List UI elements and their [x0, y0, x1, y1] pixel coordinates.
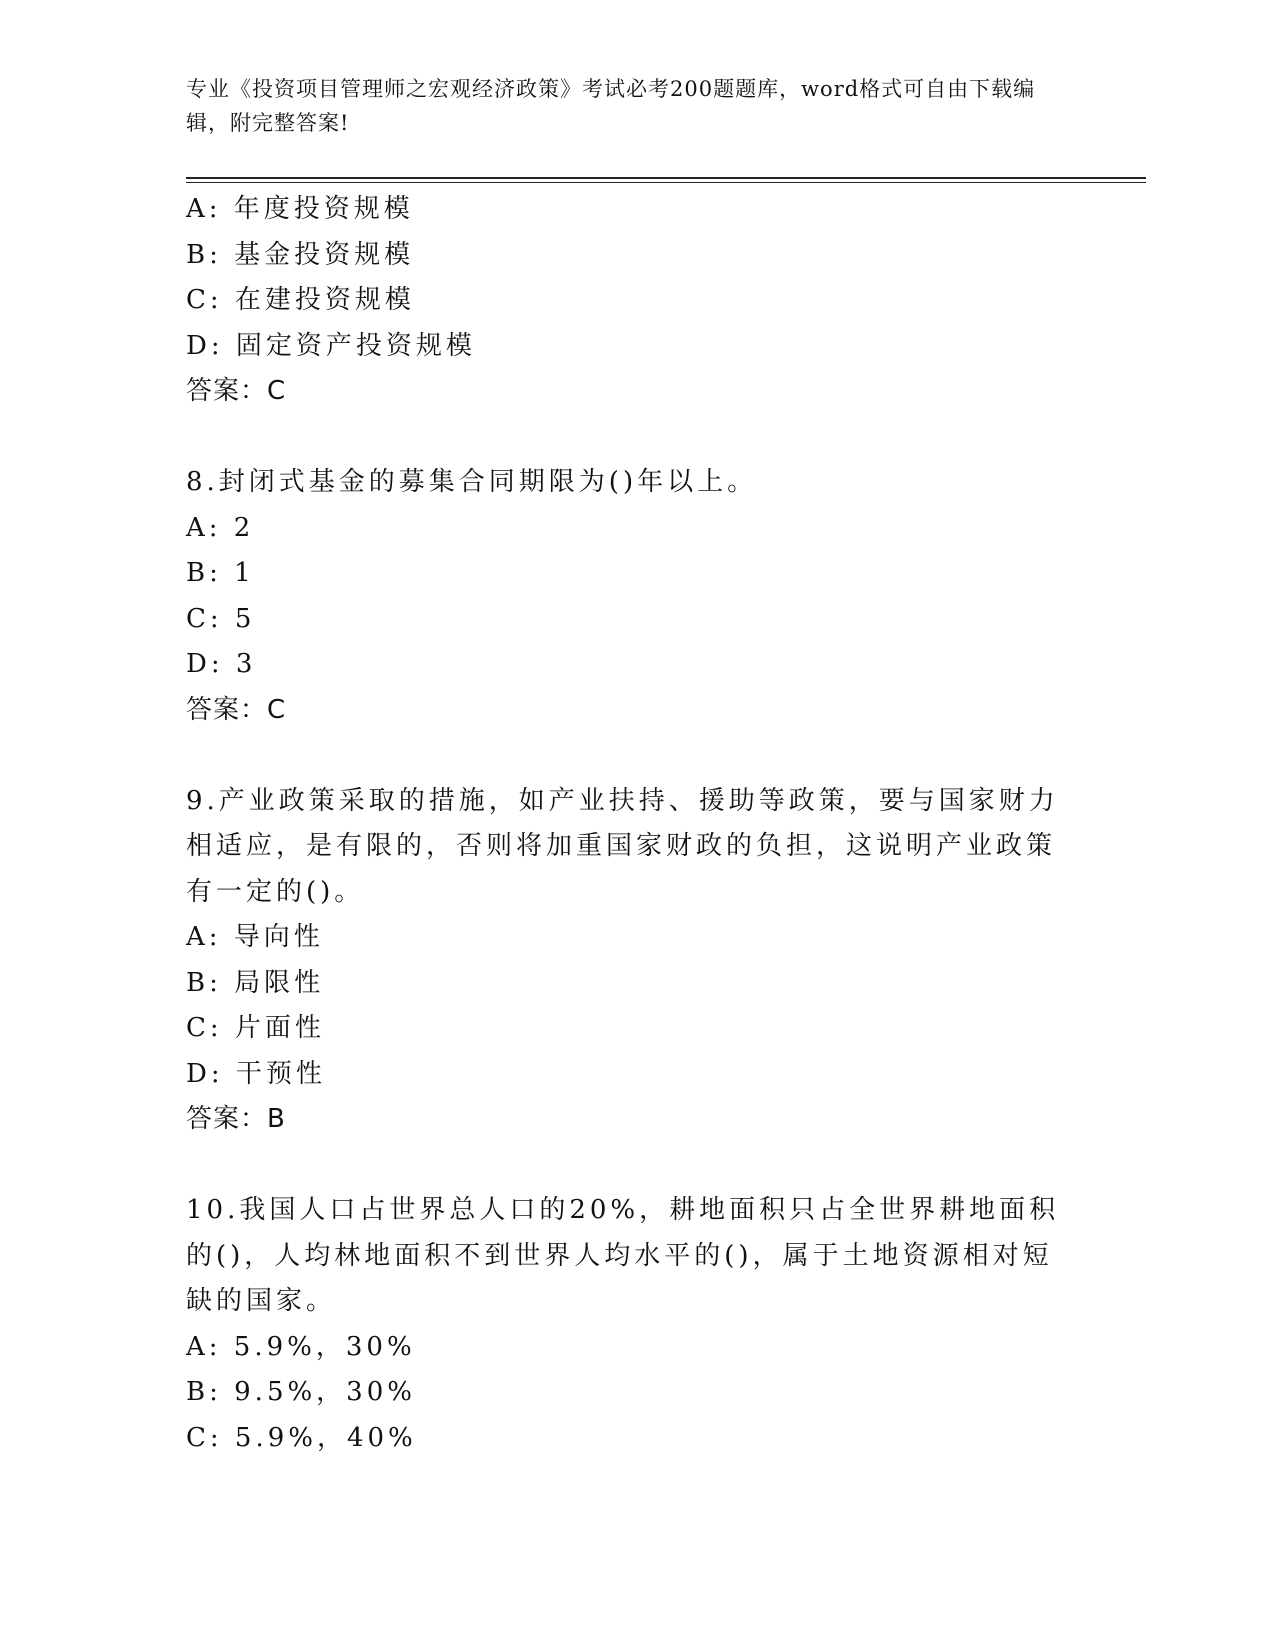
option-a: A: 年度投资规模 — [186, 194, 414, 224]
option-b: B: 局限性 — [186, 967, 325, 998]
question-8 — [186, 460, 1066, 733]
question-9 — [186, 779, 1066, 1143]
header-rule-thin — [186, 182, 1146, 183]
option-d: D: 干预性 — [186, 1058, 326, 1089]
answer: 答案：B — [186, 1104, 286, 1134]
question-spacer — [186, 733, 1066, 779]
option-b: B: 9.5%，30% — [186, 1377, 416, 1407]
question-10 — [186, 1188, 1066, 1461]
header-rule-thick — [186, 177, 1146, 179]
question-stem: 9.产业政策采取的措施，如产业扶持、援助等政策，要与国家财力相适应，是有限的，否则将加重国家财政的负担，这说明产业政策有一定的()。 — [186, 785, 1059, 907]
option-a: A: 2 — [186, 512, 255, 543]
option-a: A: 导向性 — [186, 922, 324, 952]
option-a: A: 5.9%，30% — [186, 1331, 416, 1362]
answer: 答案：C — [186, 694, 287, 725]
question-stem: 8.封闭式基金的募集合同期限为()年以上。 — [186, 467, 758, 497]
option-d: D: 3 — [186, 649, 257, 679]
option-b: B: 基金投资规模 — [186, 239, 415, 270]
answer: 答案：C — [186, 376, 287, 406]
question-list — [186, 187, 1066, 1461]
question-stem: 10.我国人口占世界总人口的20%，耕地面积只占全世界耕地面积的()，人均林地面积不到世界人均水平的()，属于土地资源相对短缺的国家。 — [186, 1195, 1060, 1316]
question-7-continued — [186, 187, 1066, 415]
document-header: 专业《投资项目管理师之宏观经济政策》考试必考200题题库，word格式可自由下载编辑，附完整答案! — [186, 77, 1036, 135]
option-c: C: 5.9%，40% — [186, 1422, 417, 1453]
question-spacer — [186, 1143, 1066, 1189]
option-b: B: 1 — [186, 558, 255, 588]
option-d: D: 固定资产投资规模 — [186, 330, 476, 361]
option-c: C: 片面性 — [186, 1013, 325, 1043]
option-c: C: 在建投资规模 — [186, 285, 415, 315]
question-spacer — [186, 415, 1066, 461]
option-c: C: 5 — [186, 603, 256, 634]
